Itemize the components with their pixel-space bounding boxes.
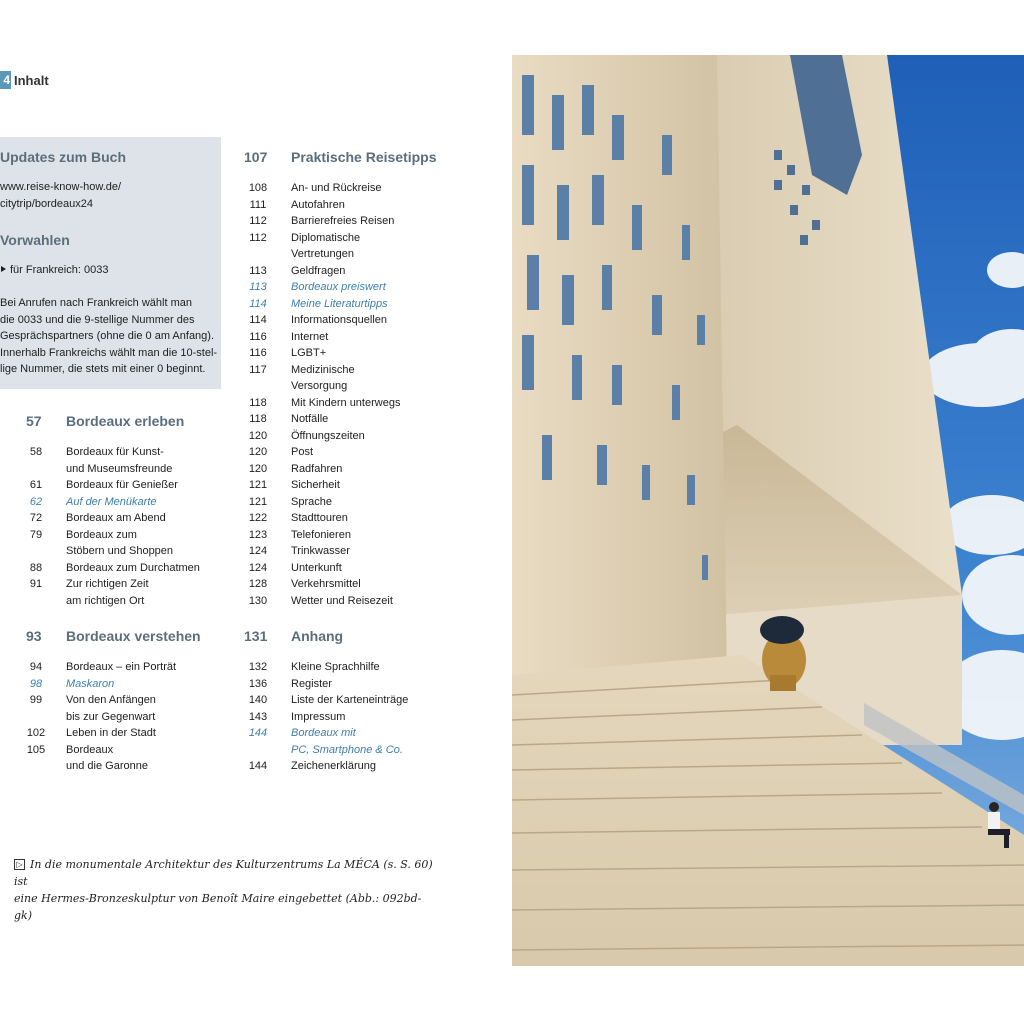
toc-item-label: Internet — [291, 330, 329, 343]
toc-item-label: Bordeaux preiswert — [291, 281, 386, 293]
updates-heading: Updates zum Buch — [0, 149, 127, 165]
toc-item[interactable] — [26, 725, 226, 742]
toc-item-page: 58 — [29, 446, 43, 458]
toc-item-label: Radfahren — [291, 462, 343, 475]
dialing-text-1: Bei Anrufen nach Frankreich wählt man — [0, 297, 192, 309]
toc-item[interactable] — [26, 560, 226, 577]
caption-text-2: eine Hermes-Bronzeskulptur von Benoît Maire eingebettet (Abb.: 092bd-gk) — [14, 892, 422, 922]
toc-item-label: Sprache — [291, 495, 332, 508]
toc-item[interactable] — [248, 180, 478, 197]
toc-item[interactable] — [248, 709, 478, 726]
toc-item[interactable] — [26, 692, 226, 709]
section-reisetipps-title[interactable]: Praktische Reisetipps — [291, 149, 437, 165]
toc-item[interactable] — [248, 246, 478, 263]
toc-item-page: 99 — [29, 694, 43, 706]
dialing-heading: Vorwahlen — [0, 232, 70, 248]
toc-item-page: 123 — [248, 528, 268, 541]
page-number: 4 — [0, 71, 11, 89]
toc-item[interactable] — [248, 395, 478, 412]
toc-item[interactable] — [248, 329, 478, 346]
toc-item-label: LGBT+ — [291, 347, 327, 359]
toc-item-page: 128 — [248, 578, 268, 590]
toc-item-label: und Museumsfreunde — [66, 462, 173, 475]
dialing-text-3: Gesprächspartners (ohne die 0 am Anfang). — [0, 330, 215, 342]
toc-item[interactable] — [248, 510, 478, 527]
toc-item-label: Barrierefreies Reisen — [291, 215, 395, 227]
toc-item[interactable] — [26, 510, 226, 527]
toc-item[interactable] — [26, 444, 226, 461]
toc-item-label: am richtigen Ort — [66, 594, 145, 607]
toc-item-page: 94 — [29, 661, 43, 673]
toc-item-page: 113 — [249, 281, 267, 293]
toc-item-label: Register — [291, 677, 332, 690]
toc-item-label: Sicherheit — [291, 479, 340, 491]
toc-list-reisetipps — [248, 180, 478, 609]
toc-item-page: 111 — [249, 198, 267, 211]
toc-item-label: Trinkwasser — [291, 545, 350, 557]
toc-item[interactable] — [26, 527, 226, 544]
toc-item-page: 116 — [249, 347, 267, 359]
toc-item[interactable] — [248, 197, 478, 214]
toc-item[interactable] — [248, 659, 478, 676]
toc-item[interactable] — [26, 659, 226, 676]
toc-item-label: Bordeaux — [66, 743, 114, 756]
toc-item[interactable] — [248, 527, 478, 544]
toc-item[interactable] — [26, 758, 226, 775]
toc-item-label: Leben in der Stadt — [66, 727, 156, 739]
toc-item[interactable] — [248, 428, 478, 445]
dialing-text-4: Innerhalb Frankreichs wählt man die 10-stel- — [0, 346, 218, 359]
toc-item-label: Bordeaux zum — [66, 528, 137, 541]
toc-item[interactable] — [248, 411, 478, 428]
toc-item[interactable] — [248, 560, 478, 577]
toc-item-label: Bordeaux am Abend — [66, 512, 166, 524]
toc-item-page: 118 — [249, 413, 267, 425]
toc-item-page: 124 — [248, 561, 268, 574]
toc-item-page: 108 — [248, 182, 268, 194]
toc-item-page: 72 — [29, 512, 43, 524]
section-verstehen-page[interactable]: 93 — [26, 628, 42, 644]
toc-item-label: Unterkunft — [291, 561, 342, 574]
toc-item-label: Wetter und Reisezeit — [291, 594, 393, 607]
toc-item-page: 120 — [248, 429, 268, 442]
toc-item[interactable] — [248, 345, 478, 362]
toc-item[interactable] — [26, 593, 226, 610]
toc-item-page: 105 — [26, 743, 46, 756]
toc-item-page: 130 — [248, 594, 268, 607]
bullet-icon — [1, 266, 6, 272]
toc-item[interactable] — [248, 593, 478, 610]
toc-list-anhang — [248, 659, 478, 775]
dialing-france — [0, 262, 108, 279]
toc-item-label: Öffnungszeiten — [291, 429, 365, 442]
toc-item-label: Von den Anfängen — [66, 694, 156, 706]
toc-item[interactable] — [248, 692, 478, 709]
toc-item-page: 114 — [249, 314, 267, 326]
page-header — [0, 70, 49, 90]
toc-item-label: Kleine Sprachhilfe — [291, 661, 380, 673]
toc-item-page: 79 — [29, 528, 43, 541]
toc-item-label: Bordeaux – ein Porträt — [66, 661, 177, 673]
toc-item-label: Meine Literaturtipps — [291, 297, 388, 310]
la-meca-illustration — [512, 55, 1024, 966]
toc-item-page: 98 — [29, 677, 43, 690]
section-verstehen-title[interactable]: Bordeaux verstehen — [66, 628, 201, 644]
toc-item-label: Impressum — [291, 710, 346, 723]
toc-item[interactable] — [248, 758, 478, 775]
toc-item-label: und die Garonne — [66, 760, 148, 772]
toc-item[interactable] — [26, 676, 226, 693]
toc-item-page: 121 — [248, 495, 268, 508]
toc-item-label: Bordeaux für Genießer — [66, 479, 178, 491]
toc-item-label: Vertretungen — [291, 248, 354, 260]
photo-caption — [14, 856, 434, 924]
toc-item[interactable] — [248, 676, 478, 693]
toc-item-label: Zur richtigen Zeit — [66, 578, 149, 590]
toc-item-page: 143 — [248, 710, 268, 723]
section-anhang-title[interactable]: Anhang — [291, 628, 344, 644]
toc-item-label: Verkehrsmittel — [291, 578, 361, 590]
toc-item[interactable] — [248, 444, 478, 461]
toc-item-page: 132 — [248, 661, 268, 673]
toc-item-page: 120 — [248, 446, 268, 458]
toc-item[interactable] — [248, 378, 478, 395]
dialing-france-text: für Frankreich: 0033 — [10, 264, 109, 276]
toc-item-page: 144 — [248, 727, 268, 739]
toc-item-page: 122 — [248, 512, 268, 524]
toc-item-page: 112 — [249, 231, 267, 244]
toc-item-label: bis zur Gegenwart — [66, 710, 156, 723]
toc-item[interactable] — [248, 461, 478, 478]
toc-item[interactable] — [248, 263, 478, 280]
toc-item-label: Medizinische — [291, 363, 355, 376]
toc-item-page: 144 — [248, 760, 268, 772]
toc-item-label: Liste der Karteneinträge — [291, 694, 409, 706]
dialing-text-5: lige Nummer, die stets mit einer 0 beginnt. — [0, 363, 206, 375]
toc-item-page: 118 — [249, 396, 267, 409]
toc-item-label: Bordeaux für Kunst- — [66, 446, 164, 458]
section-erleben-page[interactable]: 57 — [26, 413, 42, 429]
toc-item[interactable] — [248, 230, 478, 247]
toc-item[interactable] — [26, 461, 226, 478]
caption-text-1: In die monumentale Architektur des Kulturzentrums La MÉCA (s. S. 60) ist — [14, 858, 433, 888]
toc-item-label: Stadttouren — [291, 512, 348, 524]
toc-list-erleben — [26, 444, 226, 609]
toc-item-label: Stöbern und Shoppen — [66, 545, 174, 557]
toc-item-label: Telefonieren — [291, 528, 351, 541]
toc-item[interactable] — [26, 543, 226, 560]
toc-item-label: An- und Rückreise — [291, 182, 382, 194]
toc-item-page: 116 — [249, 330, 267, 343]
toc-item[interactable] — [26, 477, 226, 494]
info-box — [0, 137, 221, 389]
toc-item[interactable] — [248, 312, 478, 329]
toc-list-verstehen — [26, 659, 226, 775]
toc-item-page: 88 — [29, 561, 43, 574]
toc-item-label: Autofahren — [291, 198, 345, 211]
toc-item[interactable] — [248, 494, 478, 511]
building-photo — [512, 55, 1024, 966]
toc-item-label: Versorgung — [291, 380, 348, 392]
toc-item-label: Bordeaux mit — [291, 727, 356, 739]
toc-item[interactable] — [248, 725, 478, 742]
toc-item-page: 136 — [248, 677, 268, 690]
toc-item[interactable] — [248, 279, 478, 296]
photo-reference-icon: ▷ — [14, 859, 25, 870]
toc-item[interactable] — [248, 576, 478, 593]
toc-item-page: 91 — [29, 578, 43, 590]
toc-item-label: Zeichenerklärung — [291, 760, 376, 772]
toc-item-page: 124 — [248, 545, 268, 557]
caption-line-1 — [14, 856, 434, 890]
toc-item-label: Auf der Menükarte — [66, 495, 157, 508]
toc-item-page: 61 — [29, 479, 43, 491]
toc-item[interactable] — [26, 494, 226, 511]
toc-item[interactable] — [248, 543, 478, 560]
toc-item-page: 62 — [29, 495, 43, 508]
toc-item-page: 113 — [249, 264, 267, 277]
toc-item[interactable] — [248, 213, 478, 230]
section-erleben-title[interactable]: Bordeaux erleben — [66, 413, 185, 429]
toc-item-label: Notfälle — [291, 413, 329, 425]
toc-item[interactable] — [26, 576, 226, 593]
toc-item-label: PC, Smartphone & Co. — [291, 743, 403, 756]
toc-item-page: 140 — [248, 694, 268, 706]
toc-item-label: Geldfragen — [291, 264, 346, 277]
toc-item-label: Diplomatische — [291, 231, 361, 244]
section-anhang-page[interactable]: 131 — [244, 628, 268, 644]
toc-item-label: Maskaron — [66, 677, 115, 690]
toc-item[interactable] — [248, 296, 478, 313]
toc-item[interactable] — [248, 742, 478, 759]
toc-item[interactable] — [26, 709, 226, 726]
dialing-text-2: die 0033 und die 9-stellige Nummer des — [0, 313, 195, 326]
toc-item-page: 112 — [249, 215, 267, 227]
toc-item-page: 117 — [249, 363, 267, 376]
toc-item-page: 114 — [249, 297, 267, 310]
toc-item-label: Bordeaux zum Durchatmen — [66, 561, 200, 574]
toc-item-label: Informationsquellen — [291, 314, 388, 326]
page-title: Inhalt — [14, 72, 49, 88]
toc-item-page: 102 — [26, 727, 46, 739]
toc-item-label: Post — [291, 446, 314, 458]
toc-item-page: 120 — [248, 462, 268, 475]
toc-item-label: Mit Kindern unterwegs — [291, 396, 401, 409]
updates-url-line2[interactable]: citytrip/bordeaux24 — [0, 197, 93, 210]
toc-item-page: 121 — [248, 479, 268, 491]
toc-item[interactable] — [248, 477, 478, 494]
updates-url-line1[interactable]: www.reise-know-how.de/ — [0, 181, 122, 193]
toc-item[interactable] — [248, 362, 478, 379]
toc-item[interactable] — [26, 742, 226, 759]
section-reisetipps-page[interactable]: 107 — [244, 149, 268, 165]
